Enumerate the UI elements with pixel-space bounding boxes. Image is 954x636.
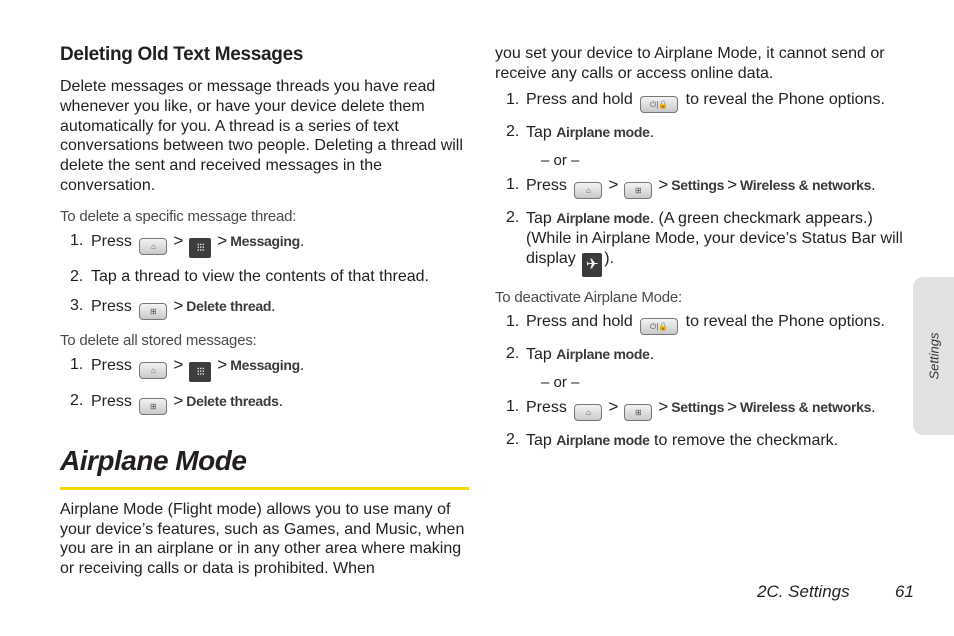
settings-tab-label: Settings (926, 332, 941, 380)
airplane-icon: ✈ (582, 253, 602, 277)
step-item: 2. Tap a thread to view the contents of that thread. (70, 267, 429, 285)
step-item: 2. Tap Airplane mode. (506, 122, 655, 141)
footer-section: 2C. Settings (757, 582, 850, 601)
step-item: 2. Tap Airplane mode. (A green checkmark appears.) (While in Airplane Mode, your device’s Status Bar will display ✈ ). (495, 208, 907, 277)
intro-paragraph: Delete messages or message threads you have read whenever you like, or have your device delete them automatically for you. A thread is a series of text conversations between two people. Deleting a thread will delete the sent and received messages in the conversation. (60, 78, 463, 194)
left-column (60, 44, 470, 579)
menu-key-icon: ⊞ (624, 182, 652, 199)
section-title: Deleting Old Text Messages (60, 44, 304, 65)
step-item: 3. Press ⊞ > Delete thread. (60, 296, 470, 320)
lead-delete-thread: To delete a specific message thread: (60, 207, 297, 225)
home-key-icon: ⌂ (574, 182, 602, 199)
step-item: 1. Press and hold ⏻|🔒 to reveal the Phone options. (495, 312, 907, 335)
apps-grid-icon: ⁝⁝⁝ (189, 238, 211, 258)
menu-key-icon: ⊞ (139, 398, 167, 415)
step-item: 2. Tap Airplane mode. (506, 344, 655, 363)
heading-rule (60, 487, 469, 490)
power-lock-key-icon: ⏻|🔒 (640, 96, 678, 113)
home-key-icon: ⌂ (139, 238, 167, 255)
step-item: 1. Press and hold ⏻|🔒 to reveal the Phone options. (495, 90, 907, 113)
power-lock-key-icon: ⏻|🔒 (640, 318, 678, 335)
step-item: 2. Tap Airplane mode to remove the checkmark. (506, 430, 839, 449)
step-item: 1. Press ⌂ > ⁝⁝⁝ > Messaging. (60, 355, 470, 382)
airplane-intro-cont: you set your device to Airplane Mode, it cannot send or receive any calls or access online data. (495, 45, 885, 82)
menu-key-icon: ⊞ (139, 303, 167, 320)
menu-key-icon: ⊞ (624, 404, 652, 421)
home-key-icon: ⌂ (574, 404, 602, 421)
footer-page-number: 61 (895, 582, 914, 601)
airplane-intro: Airplane Mode (Flight mode) allows you to use many of your device’s features, such as Games, and Music, when you are in an airplane or in any other area where making or receiving calls or data is prohibited. When (60, 500, 465, 578)
apps-grid-icon: ⁝⁝⁝ (189, 362, 211, 382)
settings-section-tab (913, 277, 954, 435)
step-item: 1. Press ⌂ > ⊞ > Settings > Wireless & networks. (495, 397, 907, 421)
step-item: 1. Press ⌂ > ⊞ > Settings > Wireless & networks. (495, 175, 907, 199)
home-key-icon: ⌂ (139, 362, 167, 379)
lead-deactivate: To deactivate Airplane Mode: (495, 288, 683, 306)
right-column (495, 44, 907, 460)
or-separator: – or – (541, 151, 580, 169)
airplane-mode-heading: Airplane Mode (60, 444, 247, 476)
step-item: 2. Press ⊞ > Delete threads. (60, 391, 470, 415)
lead-delete-all: To delete all stored messages: (60, 331, 257, 349)
or-separator: – or – (541, 373, 580, 391)
step-item: 1. Press ⌂ > ⁝⁝⁝ > Messaging. (60, 231, 470, 258)
